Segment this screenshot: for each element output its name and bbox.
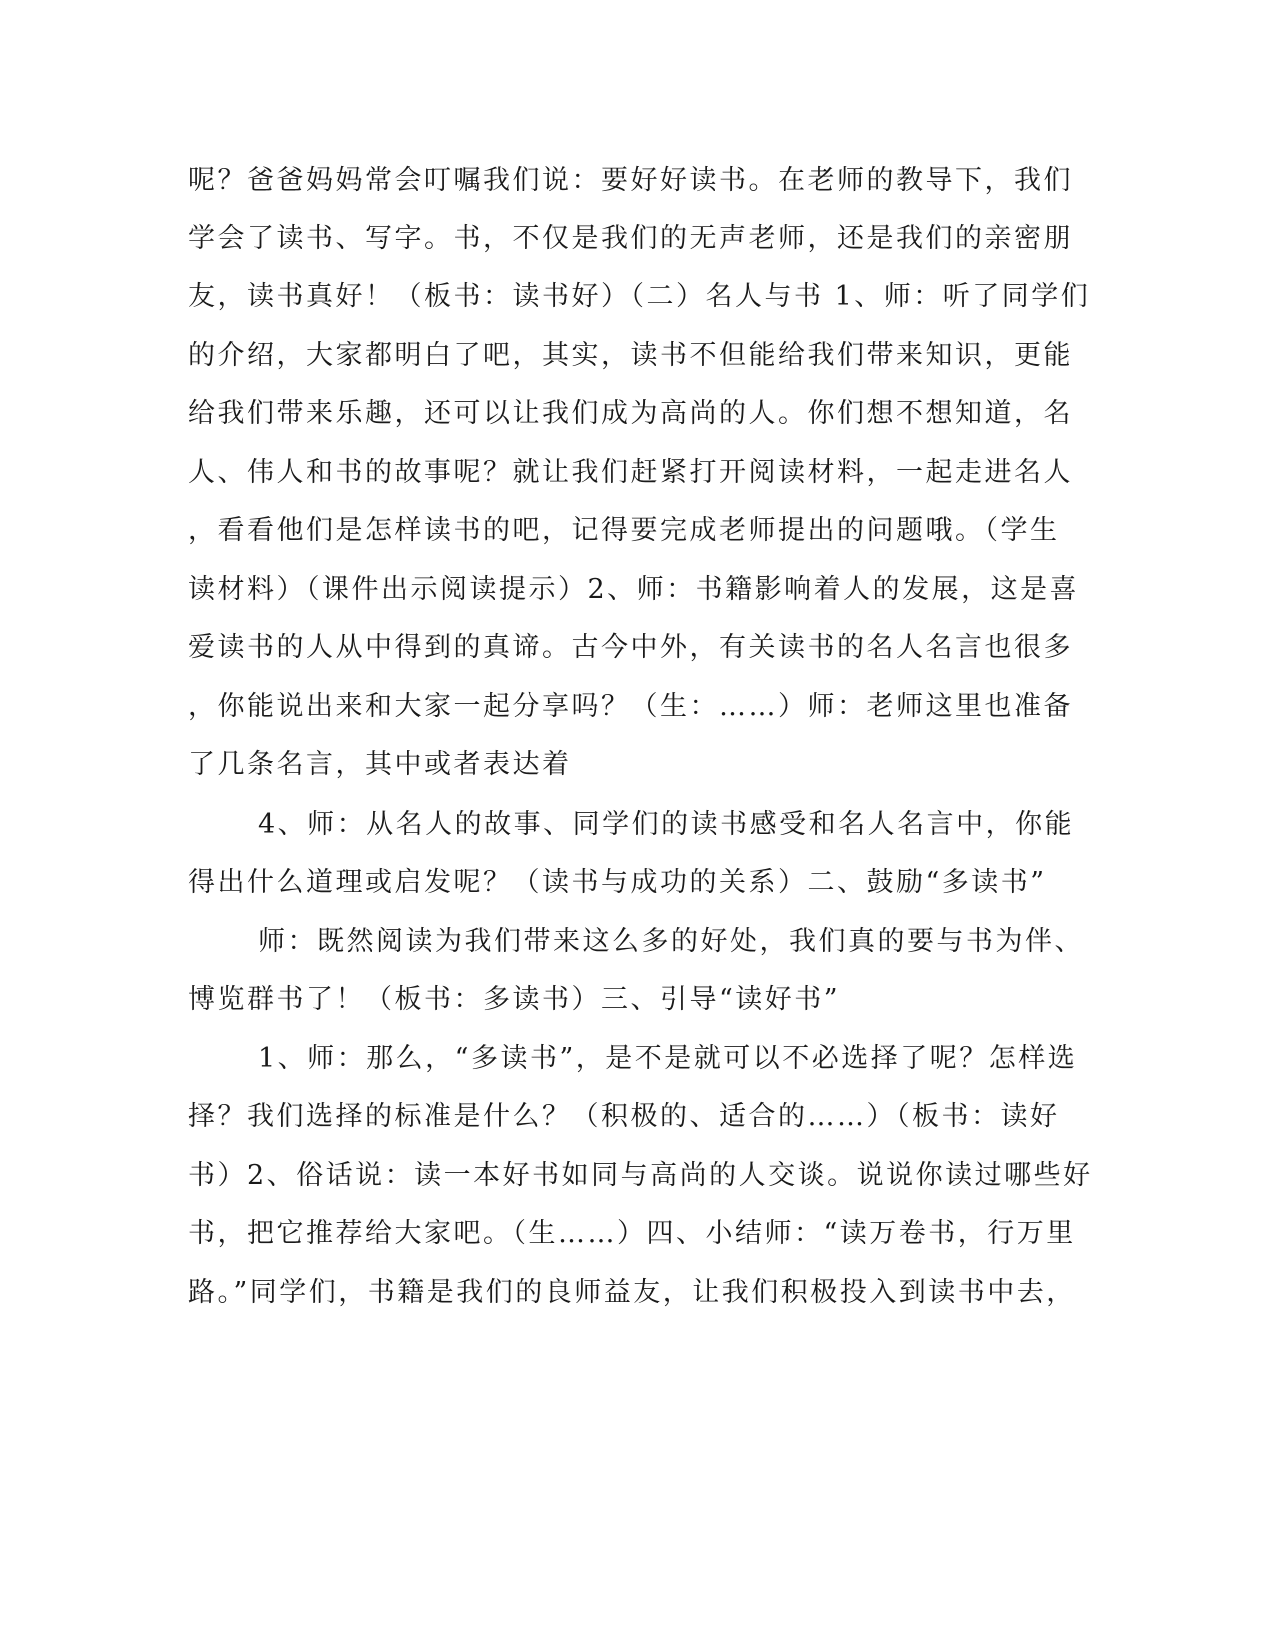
text-line: 呢？爸爸妈妈常会叮嘱我们说：要好好读书。在老师的教导下，我们 xyxy=(188,165,1073,196)
text-line: ，你能说出来和大家一起分享吗？（生：……）师：老师这里也准备 xyxy=(188,691,1073,722)
text-line: 了几条名言，其中或者表达着 xyxy=(188,749,572,780)
text-line: 爱读书的人从中得到的真谛。古今中外，有关读书的名人名言也很多 xyxy=(188,632,1073,663)
paragraph-start-line: 1、师：那么，“多读书”，是不是就可以不必选择了呢？怎样选 xyxy=(258,1043,1078,1074)
text-line: 得出什么道理或启发呢？（读书与成功的关系）二、鼓励“多读书” xyxy=(188,867,1047,898)
text-line: 博览群书了！（板书：多读书）三、引导“读好书” xyxy=(188,984,841,1015)
text-line: 读材料）（课件出示阅读提示）2、师：书籍影响着人的发展，这是喜 xyxy=(188,574,1080,605)
text-line: 的介绍，大家都明白了吧，其实，读书不但能给我们带来知识，更能 xyxy=(188,340,1073,371)
text-line: 人、伟人和书的故事呢？就让我们赶紧打开阅读材料，一起走进名人 xyxy=(188,457,1073,488)
text-line: 书，把它推荐给大家吧。（生……）四、小结师：“读万卷书，行万里 xyxy=(188,1218,1076,1249)
paragraph-start-line: 师：既然阅读为我们带来这么多的好处，我们真的要与书为伴、 xyxy=(258,926,1084,957)
text-line: 择？我们选择的标准是什么？（积极的、适合的……）（板书：读好 xyxy=(188,1101,1060,1132)
text-line: 给我们带来乐趣，还可以让我们成为高尚的人。你们想不想知道，名 xyxy=(188,398,1073,429)
text-line: 书）2、俗话说：读一本好书如同与高尚的人交谈。说说你读过哪些好 xyxy=(188,1160,1093,1191)
text-line: ，看看他们是怎样读书的吧，记得要完成老师提出的问题哦。（学生 xyxy=(188,515,1060,546)
text-line: 友，读书真好！（板书：读书好）（二）名人与书 1、师：听了同学们 xyxy=(188,281,1091,312)
text-line: 路。”同学们，书籍是我们的良师益友，让我们积极投入到读书中去， xyxy=(188,1277,1076,1308)
text-line: 学会了读书、写字。书，不仅是我们的无声老师，还是我们的亲密朋 xyxy=(188,223,1073,254)
paragraph-start-line: 4、师：从名人的故事、同学们的读书感受和名人名言中，你能 xyxy=(258,809,1075,840)
